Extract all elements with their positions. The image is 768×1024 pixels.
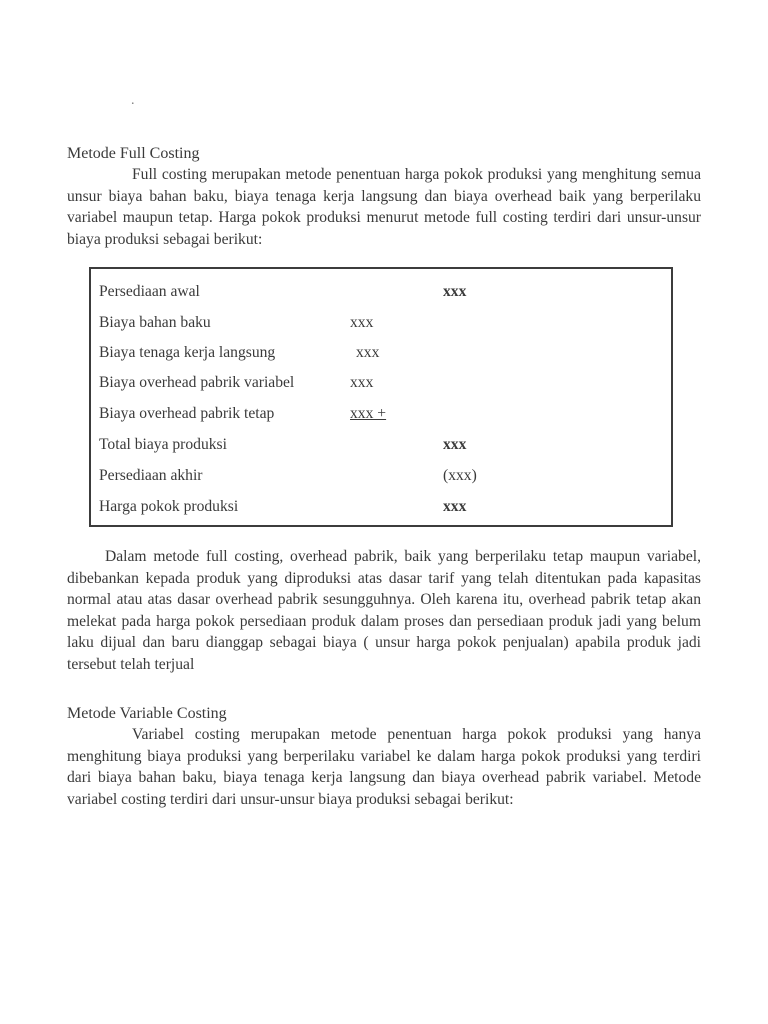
section-heading-variable-costing: Metode Variable Costing	[67, 705, 227, 722]
full-costing-explanation: Dalam metode full costing, overhead pabrik, baik yang berperilaku tetap maupun variabel, dibebankan kepada produk yang diproduksi atas dasar tarif yang telah ditentukan pada kapasitas normal atau atas dasar overhead pabrik sesungguhnya. Oleh karena itu, overhead pabrik tetap akan melekat pada harga pokok persediaan produk dalam proses dan persediaan produk jadi yang belum laku dijual dan baru dianggap sebagai biaya ( unsur harga pokok penjualan) apabila produk jadi tersebut telah terjual	[67, 548, 701, 673]
row-total: xxx	[443, 498, 467, 515]
row-total: (xxx)	[443, 467, 477, 484]
row-label: Biaya tenaga kerja langsung	[99, 344, 276, 361]
table-row	[91, 374, 671, 396]
table-row	[91, 314, 671, 336]
row-label: Persediaan akhir	[99, 467, 203, 484]
row-label: Biaya overhead pabrik variabel	[99, 374, 295, 391]
table-row	[91, 467, 671, 489]
row-detail: xxx	[350, 314, 374, 331]
row-label: Biaya overhead pabrik tetap	[99, 405, 275, 422]
table-row	[91, 436, 671, 458]
table-row	[91, 344, 671, 366]
row-detail: xxx	[356, 344, 380, 361]
stray-period-mark: .	[131, 93, 135, 108]
row-detail: xxx +	[350, 405, 387, 422]
row-detail: xxx	[350, 374, 374, 391]
variable-costing-paragraph: Variabel costing merupakan metode penentuan harga pokok produksi yang hanya menghitung biaya produksi yang berperilaku variabel ke dalam harga pokok produksi yang terdiri dari biaya bahan baku, biaya tenaga kerja langsung dan biaya overhead pabrik variabel. Metode variabel costing terdiri dari unsur-unsur biaya produksi sebagai berikut:	[67, 726, 701, 808]
full-costing-paragraph: Full costing merupakan metode penentuan harga pokok produksi yang menghitung semua unsur biaya bahan baku, biaya tenaga kerja langsung dan biaya overhead baik yang berperilaku variabel maupun tetap. Harga pokok produksi menurut metode full costing terdiri dari unsur-unsur biaya produksi sebagai berikut:	[67, 166, 701, 248]
row-total: xxx	[443, 436, 467, 453]
row-label: Persediaan awal	[99, 283, 200, 300]
section-heading-full-costing: Metode Full Costing	[67, 145, 200, 162]
row-label: Harga pokok produksi	[99, 498, 239, 515]
cost-schedule-box	[89, 267, 673, 527]
table-row	[91, 405, 671, 427]
table-row	[91, 498, 671, 520]
table-row	[91, 283, 671, 305]
row-label: Total biaya produksi	[99, 436, 227, 453]
row-total: xxx	[443, 283, 467, 300]
row-label: Biaya bahan baku	[99, 314, 211, 331]
